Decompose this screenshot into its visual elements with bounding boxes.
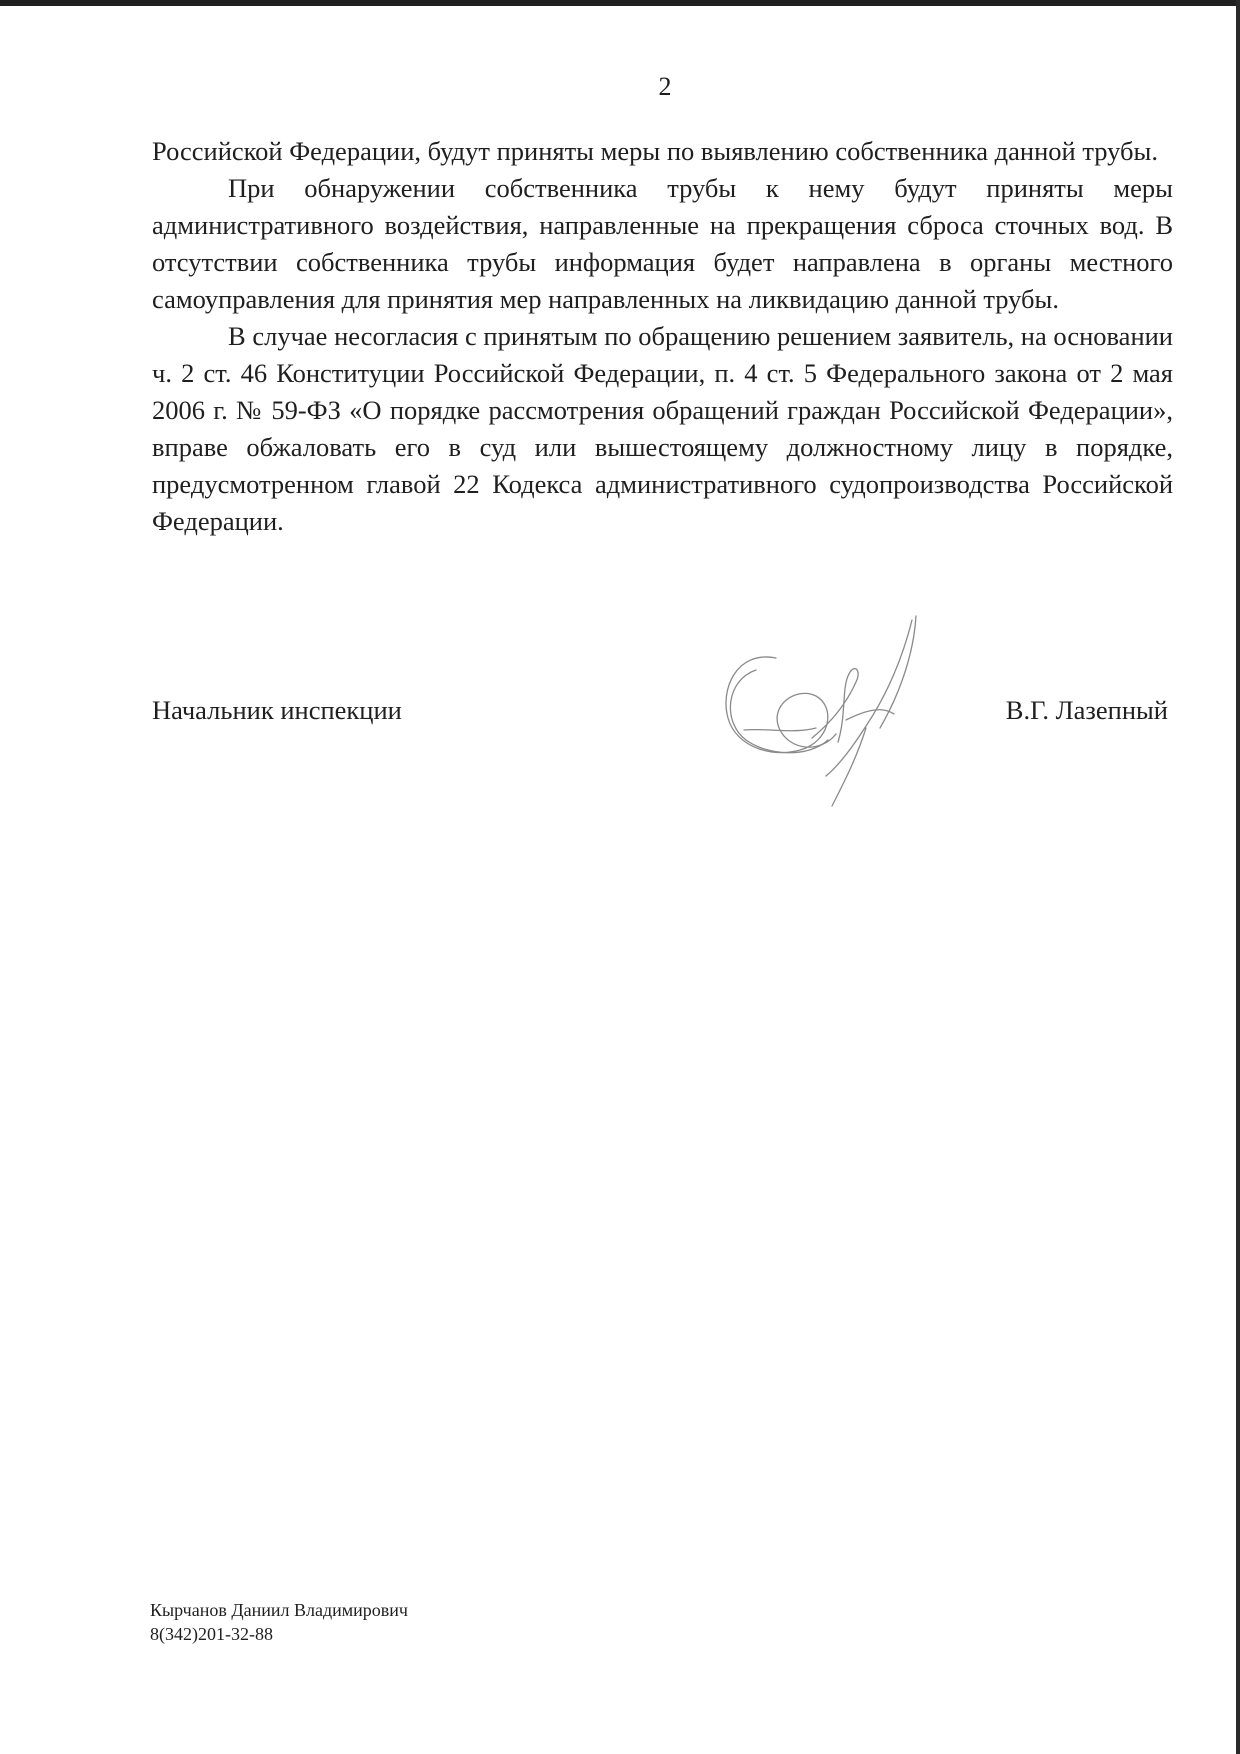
signer-position: Начальник инспекции: [152, 695, 402, 725]
page-number: 2: [658, 72, 672, 101]
letter-body: [152, 133, 1173, 540]
scan-edge-right: [1236, 0, 1240, 1754]
paragraph-owner-measures: При обнаружении собственника трубы к нему будут приняты меры административного воздействия, направленные на прекращения сброса сточных вод. В отсутствии собственника трубы информация будет направлена в органы местного самоуправления для принятия мер направленных на ликвидацию данной трубы.: [152, 173, 1173, 314]
paragraph-continuation: Российской Федерации, будут приняты меры по выявлению собственника данной трубы.: [152, 136, 1158, 166]
executor-name: Кырчанов Даниил Владимирович: [150, 1600, 408, 1620]
paragraph-appeal-rights: В случае несогласия с принятым по обращению решением заявитель, на основании ч. 2 ст. 46 Конституции Российской Федерации, п. 4 ст. 5 Федерального закона от 2 мая 2006 г. № 59-ФЗ «О порядке рассмотрения обращений граждан Российской Федерации», вправе обжаловать его в суд или вышестоящему должностному лицу в порядке, предусмотренном главой 22 Кодекса административного судопроизводства Российской Федерации.: [152, 321, 1173, 536]
signer-name: В.Г. Лазепный: [1005, 695, 1168, 725]
signature-row: [152, 695, 1168, 735]
executor-info: [150, 1598, 408, 1646]
executor-phone: 8(342)201-32-88: [150, 1624, 273, 1644]
scan-edge-top: [0, 0, 1240, 6]
